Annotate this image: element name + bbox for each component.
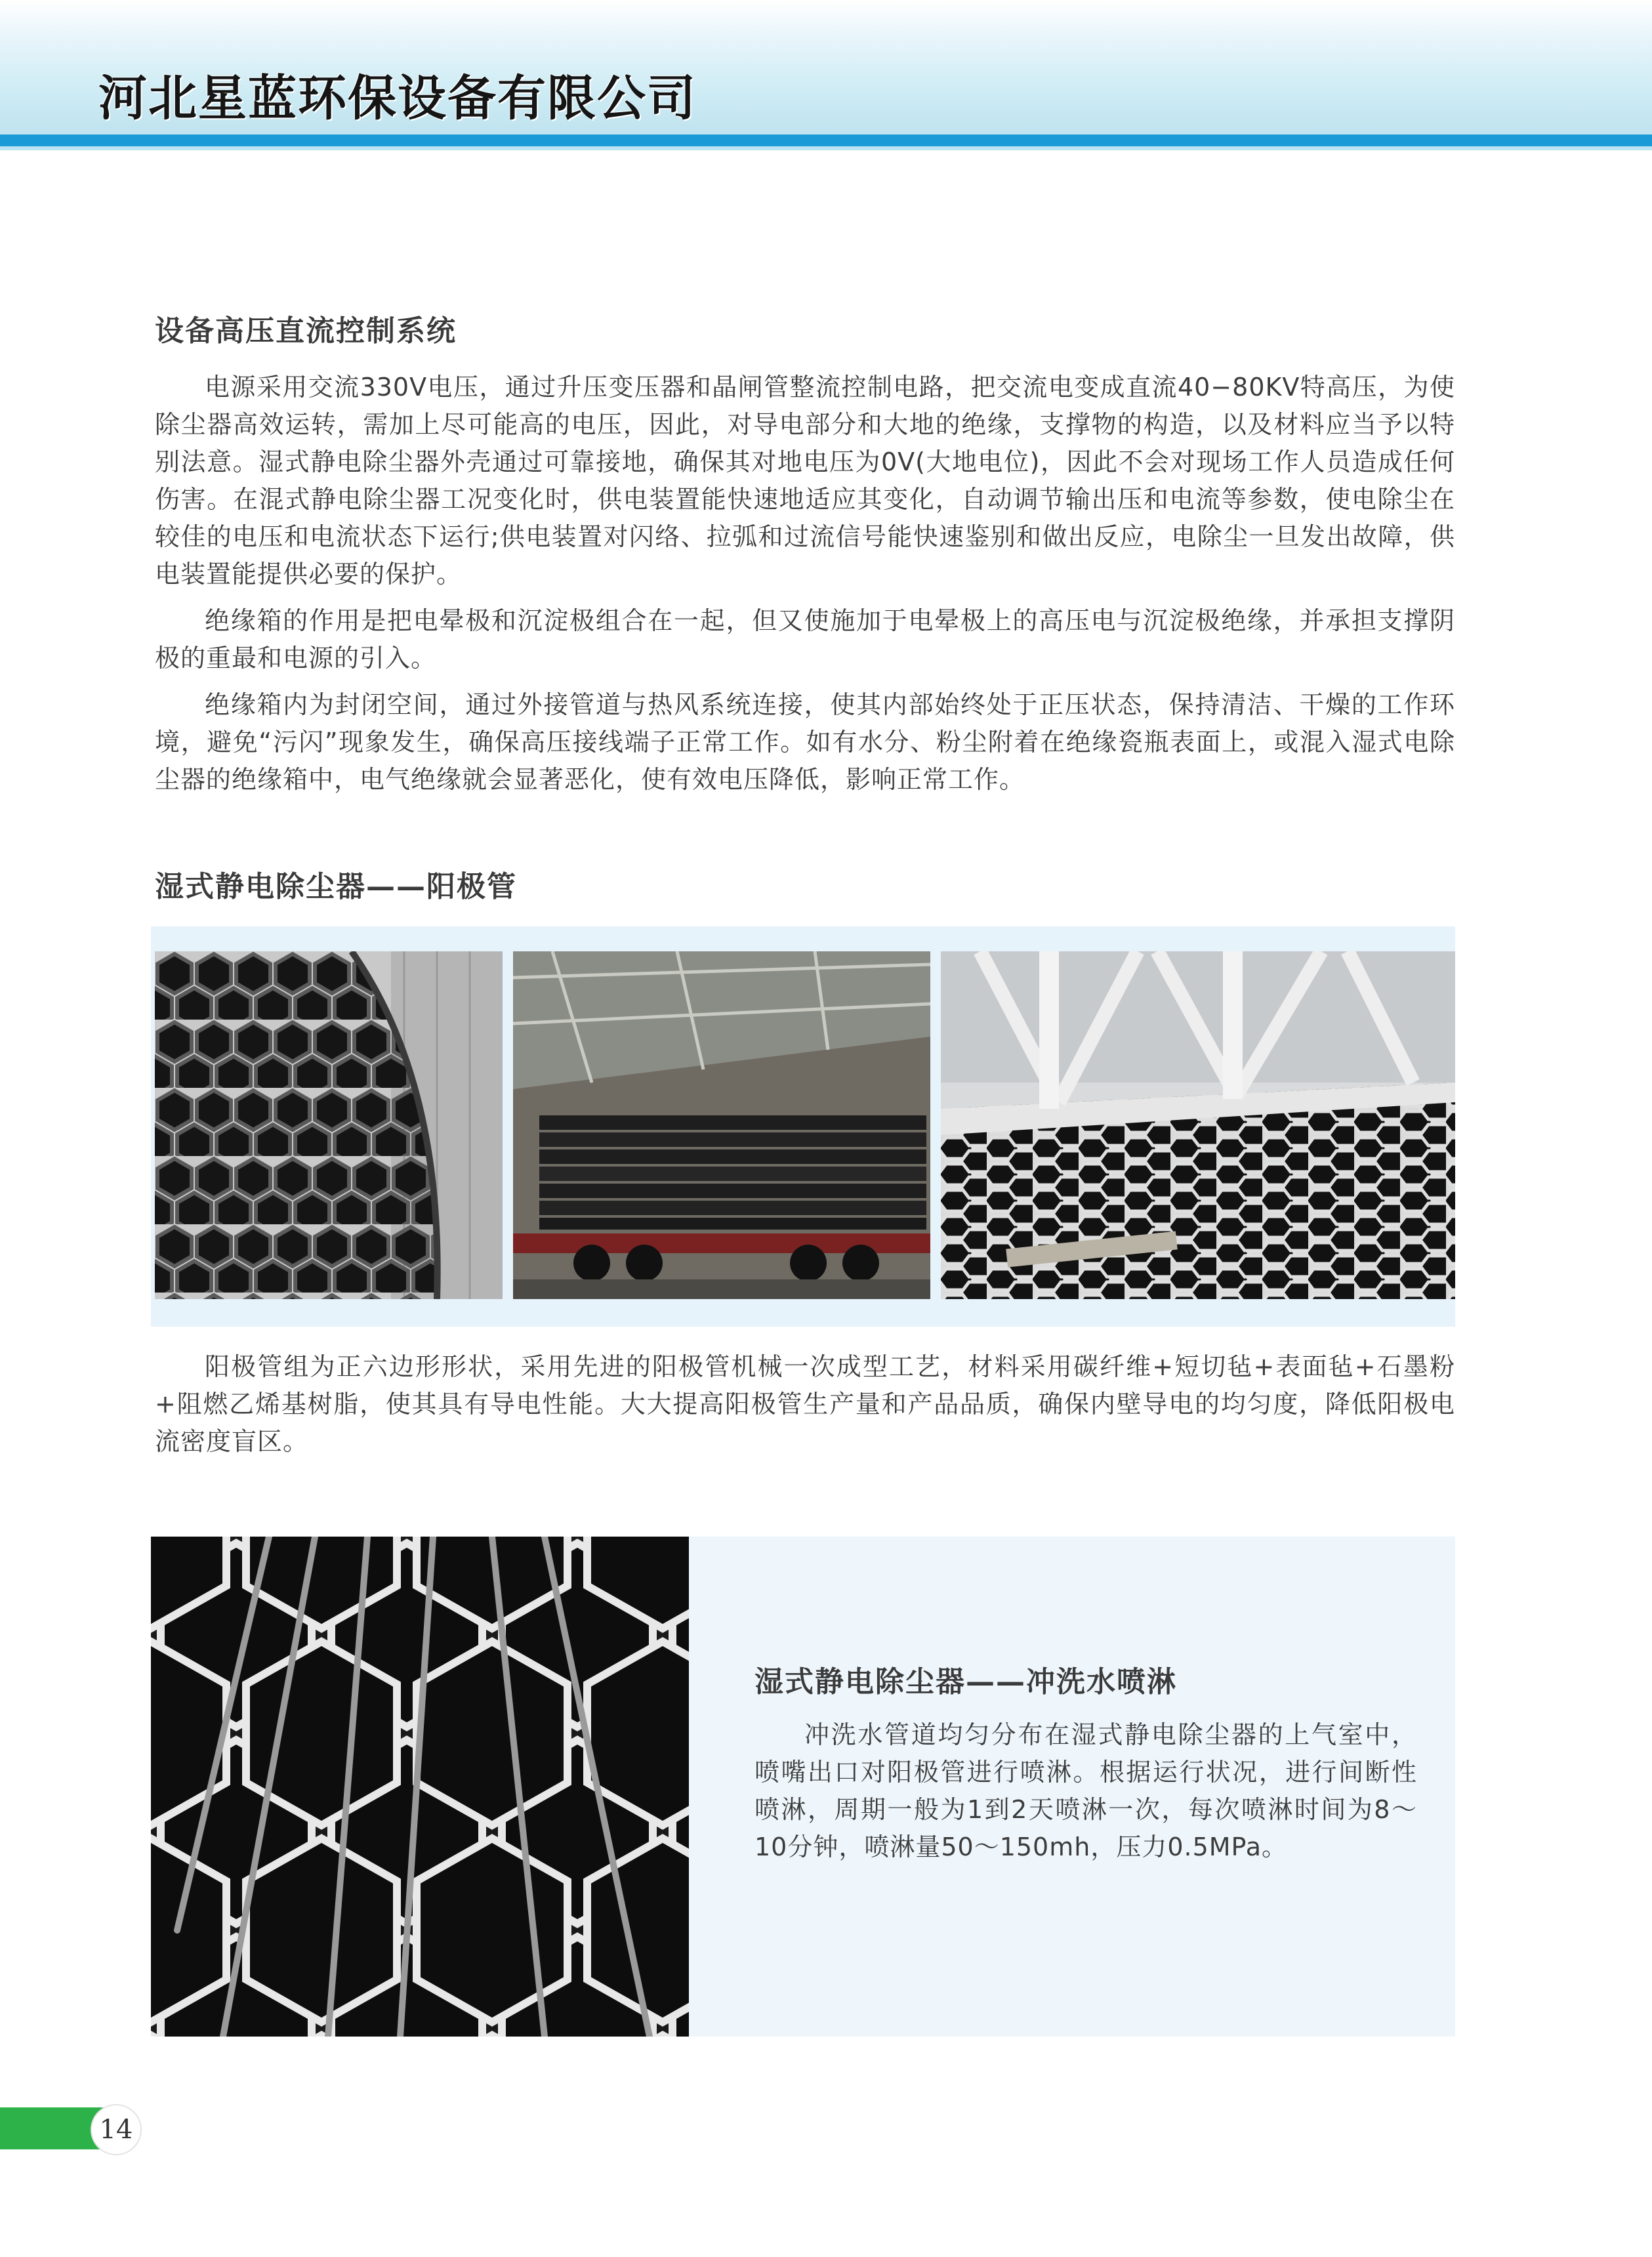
section2-body bbox=[155, 1348, 1455, 1470]
section2-title: 湿式静电除尘器——阳极管 bbox=[155, 870, 517, 903]
section1-paragraph: 绝缘箱内为封闭空间，通过外接管道与热风系统连接，使其内部始终处于正压状态，保持清洁、干燥的工作环境，避免“污闪”现象发生，确保高压接线端子正常工作。如有水分、粉尘附着在绝缘瓷瓶表面上，或混入湿式电除尘器的绝缘箱中，电气绝缘就会显著恶化，使有效电压降低，影响正常工作。 bbox=[155, 690, 1455, 794]
header-stripe-light bbox=[0, 146, 1652, 150]
header-stripe bbox=[0, 135, 1652, 146]
section1-paragraph: 电源采用交流330V电压，通过升压变压器和晶闸管整流控制电路，把交流电变成直流40−80KV特高压，为使除尘器高效运转，需加上尽可能高的电压，因此，对导电部分和大地的绝缘，支撑物的构造，以及材料应当予以特别法意。湿式静电除尘器外壳通过可靠接地，确保其对地电压为0V(大地电位)，因此不会对现场工作人员造成任何伤害。在混式静电除尘器工况变化时，供电装置能快速地适应其变化，自动调节输出压和电流等参数，使电除尘在较佳的电压和电流状态下运行;供电装置对闪络、拉弧和过流信号能快速鉴别和做出反应，电除尘一旦发出故障，供电装置能提供必要的保护。 bbox=[155, 373, 1455, 589]
section3-body bbox=[754, 1716, 1417, 1875]
section3-paragraph: 冲洗水管道均匀分布在湿式静电除尘器的上气室中，喷嘴出口对阳极管进行喷淋。根据运行状况，进行间断性喷淋，周期一般为1到2天喷淋一次，每次喷淋时间为8～10分钟，喷淋量50～150mh，压力0.5MPa。 bbox=[754, 1720, 1417, 1861]
photo-spray-tubes-interior bbox=[151, 1537, 689, 2037]
photo-honeycomb-tubes bbox=[155, 951, 503, 1299]
section2-paragraph: 阳极管组为正六边形形状，采用先进的阳极管机械一次成型工艺，材料采用碳纤维+短切毡+表面毡+石墨粉+阻燃乙烯基树脂，使其具有导电性能。大大提高阳极管生产量和产品品质，确保内壁导电的均匀度，降低阳极电流密度盲区。 bbox=[155, 1352, 1455, 1456]
section1-paragraph: 绝缘箱的作用是把电晕极和沉淀极组合在一起，但又使施加于电晕极上的高压电与沉淀极绝缘，并承担支撑阴极的重最和电源的引入。 bbox=[155, 606, 1455, 673]
photo-installed-anode-array bbox=[941, 951, 1455, 1299]
section1-title: 设备高压直流控制系统 bbox=[155, 314, 457, 348]
section3-title: 湿式静电除尘器——冲洗水喷淋 bbox=[754, 1665, 1177, 1699]
photo-tubes-on-truck bbox=[513, 951, 930, 1299]
company-name: 河北星蓝环保设备有限公司 bbox=[98, 70, 697, 127]
section1-body bbox=[155, 369, 1455, 808]
page-number: 14 bbox=[91, 2104, 142, 2155]
